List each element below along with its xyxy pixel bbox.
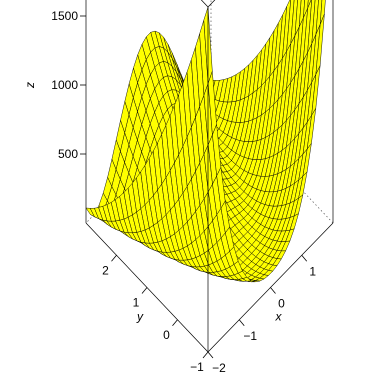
y-tick-mark <box>173 320 178 326</box>
y-tick-label: 1 <box>132 295 140 310</box>
surface <box>86 0 333 282</box>
x-tick-mark <box>239 320 244 326</box>
z-axis-title: z <box>23 82 37 88</box>
x-axis-title: x <box>275 309 282 324</box>
x-tick-mark <box>302 255 307 261</box>
x-tick-label: −1 <box>243 328 258 343</box>
x-tick-label: 0 <box>278 296 285 311</box>
z-tick-label: 1500 <box>51 9 78 23</box>
z-tick-label: 500 <box>57 147 78 161</box>
y-tick-mark <box>112 255 117 261</box>
y-tick-mark <box>142 288 147 294</box>
y-tick-label: 0 <box>163 327 170 342</box>
y-axis-title: y <box>137 309 143 324</box>
x-tick-mark <box>271 288 276 294</box>
y-tick-mark <box>203 352 208 358</box>
y-tick-label: −1 <box>190 360 204 374</box>
x-tick-label: −2 <box>212 361 226 374</box>
x-tick-mark <box>208 352 213 358</box>
box-edge <box>86 0 208 7</box>
z-tick-label: 1000 <box>51 78 78 92</box>
x-tick-label: 1 <box>309 264 317 279</box>
y-tick-label: 2 <box>102 263 109 278</box>
